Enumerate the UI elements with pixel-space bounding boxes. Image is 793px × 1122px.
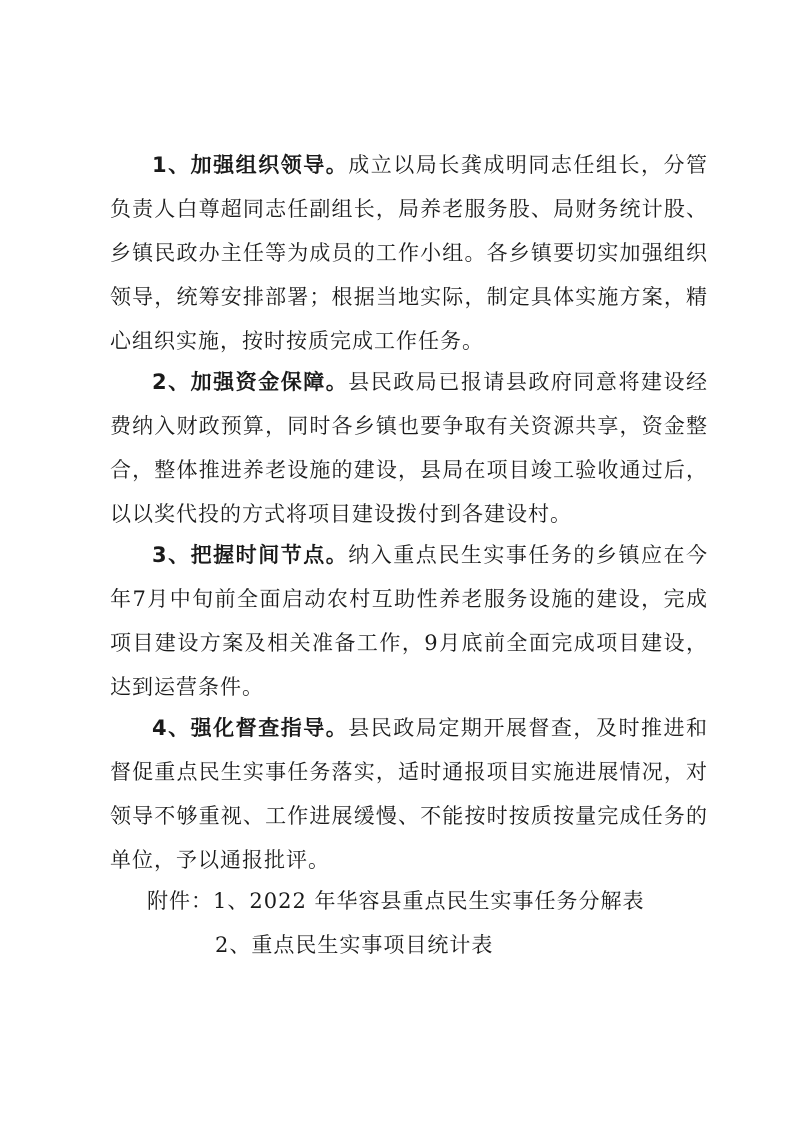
paragraph-heading: 2、加强资金保障。 [152, 370, 349, 394]
attachment-line-1 [110, 879, 708, 923]
attachment-line-2 [110, 923, 708, 967]
paragraph-body: 县民政局定期开展督查，及时推进和督促重点民生实事任务落实，适时通报项目实施进展情况，对领导不够重视、工作进展缓慢、不能按时按质按量完成任务的单位，予以通报批评。 [110, 716, 708, 872]
paragraph-heading: 3、把握时间节点。 [152, 543, 349, 567]
paragraph-time-nodes [110, 533, 708, 709]
document-page [110, 143, 708, 967]
attachment-item: 2、重点民生实事项目统计表 [215, 933, 494, 957]
paragraph-funding-guarantee [110, 360, 708, 536]
paragraph-heading: 1、加强组织领导。 [152, 153, 349, 177]
paragraph-heading: 4、强化督查指导。 [152, 716, 349, 740]
paragraph-organization-leadership [110, 143, 708, 363]
paragraph-supervision-guidance [110, 706, 708, 882]
paragraph-body: 县民政局已报请县政府同意将建设经费纳入财政预算，同时各乡镇也要争取有关资源共享，资金整合，整体推进养老设施的建设，县局在项目竣工验收通过后，以以奖代投的方式将项目建设拨付到各建设村。 [110, 370, 708, 526]
paragraph-body: 成立以局长龚成明同志任组长，分管负责人白尊超同志任副组长，局养老服务股、局财务统计股、乡镇民政办主任等为成员的工作小组。各乡镇要切实加强组织领导，统筹安排部署；根据当地实际，制定具体实施方案，精心组织实施，按时按质完成工作任务。 [110, 153, 708, 353]
attachment-item: 1、2022 年华容县重点民生实事任务分解表 [213, 889, 645, 913]
attachment-prefix: 附件： [147, 889, 213, 913]
paragraph-body: 纳入重点民生实事任务的乡镇应在今年7月中旬前全面启动农村互助性养老服务设施的建设，完成项目建设方案及相关准备工作，9月底前全面完成项目建设，达到运营条件。 [110, 543, 708, 699]
